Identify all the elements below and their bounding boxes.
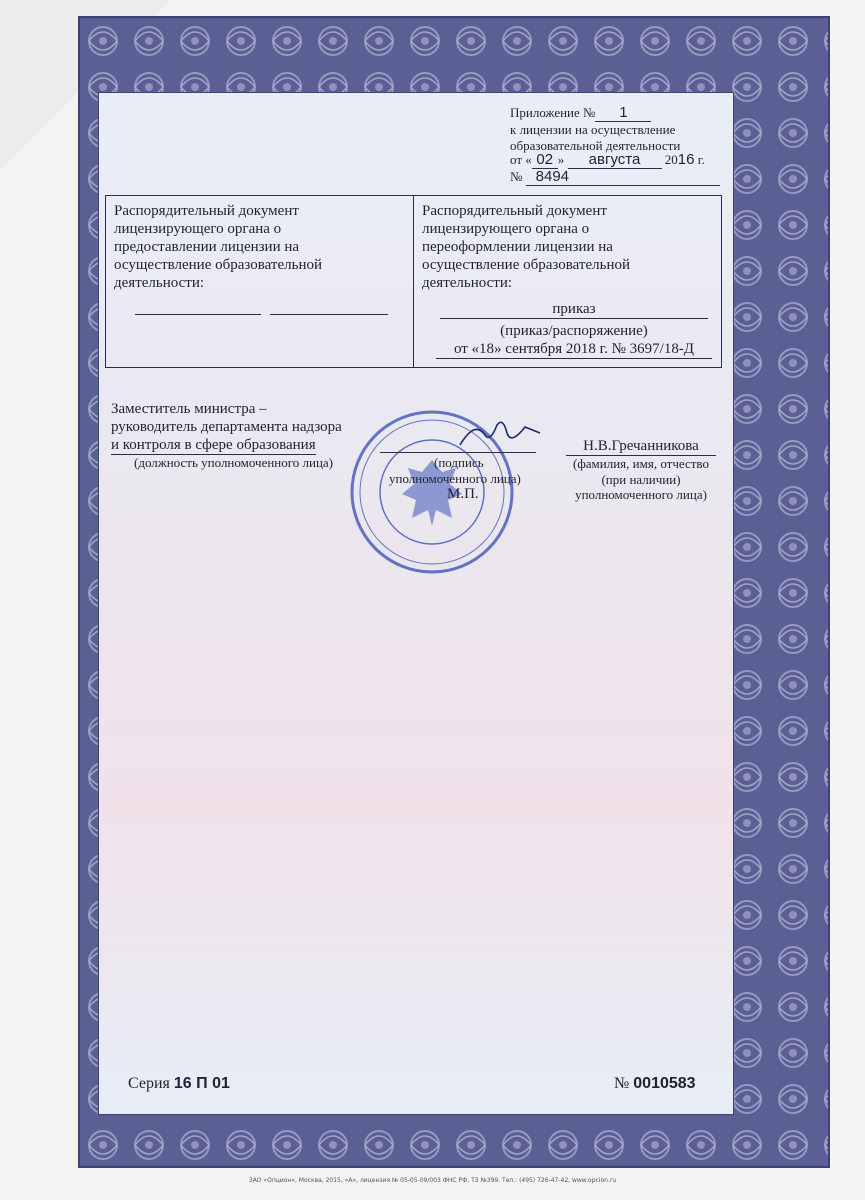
appendix-license-number: № 8494 — [510, 169, 720, 186]
appendix-date: от « 02 » августа 2016 г. — [510, 151, 705, 168]
series-field: Серия 16 П 01 — [128, 1075, 230, 1092]
form-number-value: 0010583 — [633, 1075, 696, 1092]
reissuance-text: Распорядительный документ лицензирующего органа о переоформлении лицензии на осуществление образовательной деятельности: — [422, 203, 630, 291]
appendix-line3: образовательной деятельности — [510, 138, 681, 153]
issuance-text: Распорядительный документ лицензирующего органа о предоставлении лицензии на осуществление образовательной деятельности: — [114, 203, 322, 291]
signer-name: Н.В.Гречанникова — [566, 437, 716, 456]
name-hint-3: уполномоченного лица) — [575, 487, 707, 502]
seal-label: М.П. — [447, 486, 479, 502]
printer-info: ЗАО «Опцион», Москва, 2015, «А», лицензия № 05-05-09/003 ФНС РФ, ТЗ №399. Тел.: (495) 726-47-42, www.opcion.ru — [248, 1177, 617, 1184]
form-number-field: № 0010583 — [614, 1075, 696, 1092]
signature-mark — [455, 415, 545, 455]
name-hint-2: (при наличии) — [601, 472, 681, 487]
position-hint: (должность уполномоченного лица) — [134, 455, 334, 470]
series-value: 16 П 01 — [173, 1075, 230, 1092]
signature-line — [380, 452, 536, 453]
blank-line-2 — [270, 314, 388, 315]
signature-hint-1: (подпись — [434, 455, 484, 470]
decree-type-hint: (приказ/распоряжение) — [500, 323, 648, 339]
position-line3: и контроля в сфере образования — [111, 437, 316, 453]
appendix-title: Приложение № 1 — [510, 105, 651, 122]
appendix-line2: к лицензии на осуществление — [510, 122, 676, 137]
decree-type: приказ — [440, 300, 708, 319]
signature-hint-2: уполномоченного лица) — [389, 471, 521, 486]
name-hint-1: (фамилия, имя, отчество — [573, 456, 709, 471]
appendix-number: 1 — [595, 105, 651, 122]
blank-line-1 — [135, 314, 261, 315]
position-line2: руководитель департамента надзора — [111, 419, 342, 435]
decree-reference: от «18» сентября 2018 г. № 3697/18-Д — [436, 340, 712, 359]
issuance-cell — [106, 196, 414, 368]
position-line1: Заместитель министра – — [111, 401, 267, 417]
